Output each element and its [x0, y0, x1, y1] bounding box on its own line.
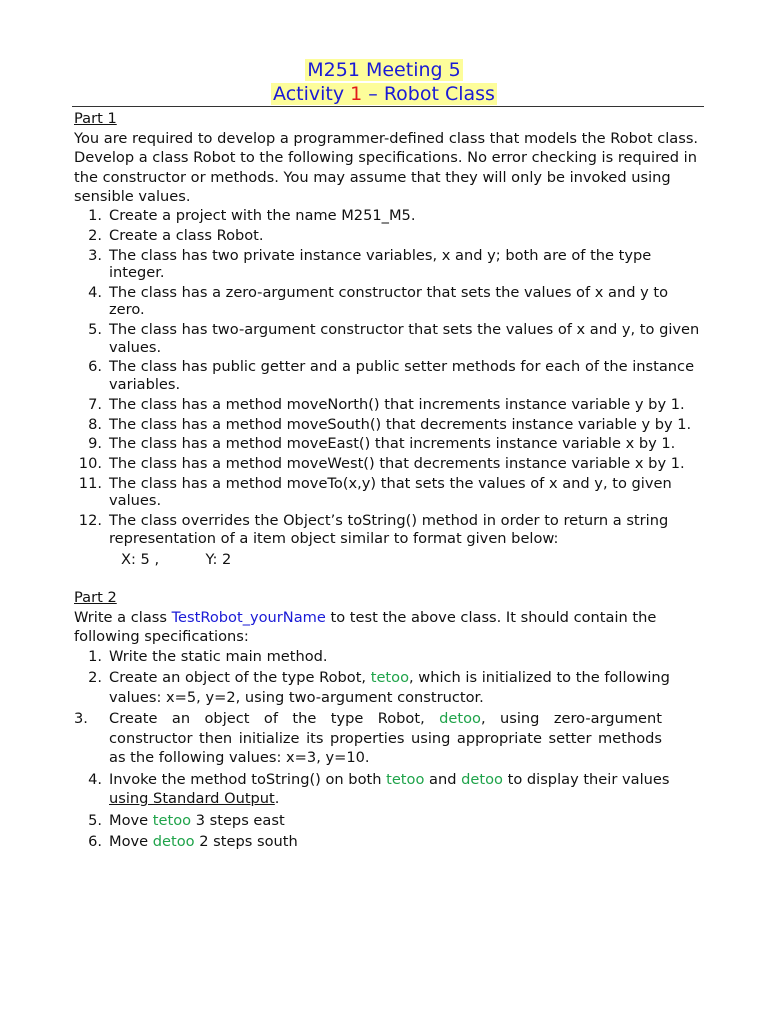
- item-number: 12.: [78, 512, 102, 530]
- item-number: 2.: [88, 669, 102, 687]
- section-gap: [74, 569, 704, 588]
- list-item: [74, 475, 704, 510]
- item-number: 6.: [88, 833, 102, 851]
- part1-heading: Part 1: [74, 110, 117, 127]
- intro-text: Write a class: [74, 608, 172, 626]
- item-number: 6.: [88, 358, 102, 376]
- item-number: 3.: [88, 246, 102, 264]
- item-text-end: .: [274, 790, 280, 808]
- sample-output: X: 5 , Y: 2: [121, 550, 232, 568]
- list-item: [74, 811, 704, 830]
- list-item: [74, 709, 704, 767]
- item-number: 8.: [88, 415, 102, 433]
- item-text-rest: to display their values: [502, 770, 670, 788]
- title-divider: [72, 106, 704, 107]
- document-subtitle: [0, 82, 768, 106]
- item-number: 4.: [88, 283, 102, 301]
- item-text-rest: 2 steps south: [194, 833, 298, 851]
- item-text: The class has a method moveEast() that increments instance variable x by 1.: [109, 435, 676, 453]
- item-text: Create a class Robot.: [109, 226, 264, 244]
- item-text: The class has public getter and a public setter methods for each of the instance variables.: [109, 358, 695, 393]
- list-item: [74, 455, 704, 473]
- item-text: The class has a method moveTo(x,y) that sets the values of x and y, to given values.: [109, 474, 672, 510]
- title-line-1: M251 Meeting 5: [307, 59, 461, 81]
- item-text: Create an object of the type Robot,: [109, 710, 440, 728]
- part2-list: [74, 647, 704, 852]
- part2-intro: [74, 608, 704, 647]
- item-number: 5.: [88, 811, 102, 829]
- list-item: [74, 832, 704, 851]
- item-text: The class has two-argument constructor that sets the values of x and y, to given values.: [109, 321, 700, 356]
- underlined-phrase: using Standard Output: [109, 790, 275, 808]
- list-item: [74, 284, 704, 319]
- list-item: [74, 227, 704, 245]
- document-body: [74, 109, 704, 854]
- item-text: Create an object of the type Robot,: [109, 669, 371, 687]
- title-line-2: [271, 83, 497, 105]
- item-number: 3.: [74, 710, 88, 728]
- list-item: [74, 435, 704, 453]
- item-text: The class overrides the Object’s toString() method in order to return a string representation of a item object similar to format given below:: [109, 512, 669, 547]
- object-name-detoo: detoo: [461, 770, 503, 788]
- title-activity-number: 1: [350, 83, 363, 105]
- item-text: Write the static main method.: [109, 647, 328, 665]
- item-text-rest: , using zero-argument constructor then initialize its properties using appropriate setter methods as the following values: x=3, y=10.: [109, 710, 662, 767]
- title-activity-label: Activity: [273, 83, 351, 105]
- item-number: 4.: [88, 770, 102, 788]
- part2-heading: Part 2: [74, 589, 117, 607]
- item-text: Move: [109, 811, 153, 829]
- list-item: [74, 416, 704, 434]
- document-title: [0, 58, 768, 82]
- item-text: The class has a method moveSouth() that decrements instance variable y by 1.: [109, 415, 692, 433]
- item-text: The class has a method moveWest() that decrements instance variable x by 1.: [109, 455, 685, 473]
- item-text: The class has two private instance variables, x and y; both are of the type integer.: [109, 246, 652, 282]
- item-text-rest: 3 steps east: [191, 811, 285, 829]
- list-item: [74, 247, 704, 282]
- list-item: [74, 358, 704, 393]
- object-name-detoo: detoo: [152, 833, 195, 851]
- list-item: [74, 647, 704, 666]
- item-text: Invoke the method toString() on both: [109, 770, 387, 788]
- list-item: [74, 512, 704, 547]
- part1-list: [74, 207, 704, 547]
- item-text: The class has a zero-argument constructor that sets the values of x and y to zero.: [109, 283, 669, 319]
- item-number: 1.: [88, 647, 102, 665]
- intro-text-rest: to test the above class. It should contain the following specifications:: [74, 608, 657, 646]
- list-item: [74, 396, 704, 414]
- item-number: 1.: [88, 206, 102, 224]
- object-name-tetoo: tetoo: [386, 770, 425, 788]
- object-name-detoo: detoo: [439, 710, 481, 728]
- item-number: 11.: [78, 474, 102, 492]
- list-item: [74, 207, 704, 225]
- item-text-rest: , which is initialized to the following values: x=5, y=2, using two-argument constructor.: [109, 669, 670, 706]
- list-item: [74, 668, 704, 707]
- object-name-tetoo: tetoo: [152, 811, 192, 829]
- object-name-tetoo: tetoo: [370, 669, 409, 687]
- item-text-mid: and: [424, 770, 462, 788]
- title-activity-name: – Robot Class: [362, 83, 495, 105]
- class-name-highlight: TestRobot_yourName: [171, 608, 326, 626]
- list-item: [74, 321, 704, 356]
- item-text: Move: [109, 833, 153, 851]
- item-number: 10.: [78, 455, 102, 473]
- item-text: The class has a method moveNorth() that increments instance variable y by 1.: [109, 395, 685, 413]
- item-number: 5.: [88, 321, 102, 339]
- item-number: 7.: [88, 395, 102, 413]
- item-text: Create a project with the name M251_M5.: [109, 206, 416, 224]
- part1-intro: You are required to develop a programmer-defined class that models the Robot class. Develop a class Robot to the following specifications. No error checking is required in the constructor or methods. You may assume that they will only be invoked using sensible values.: [74, 129, 699, 206]
- item-number: 2.: [88, 226, 102, 244]
- list-item: [74, 770, 704, 809]
- item-number: 9.: [88, 435, 102, 453]
